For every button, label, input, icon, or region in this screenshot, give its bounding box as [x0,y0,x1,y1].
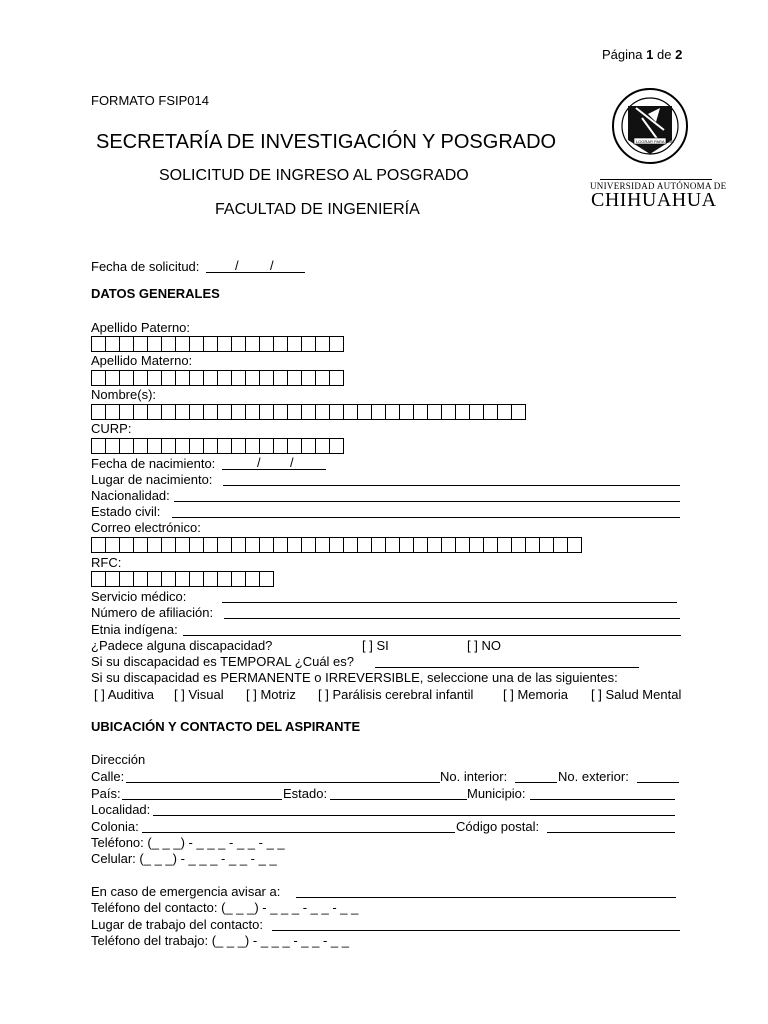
character-box[interactable] [105,537,120,553]
character-box[interactable] [497,404,512,420]
character-box[interactable] [175,438,190,454]
telefono-trabajo-field[interactable]: Teléfono del trabajo: (_ _ _) - _ _ _ - _ _ - _ _ [91,933,349,948]
character-box[interactable] [91,404,106,420]
character-box[interactable] [371,537,386,553]
character-box[interactable] [161,404,176,420]
character-box[interactable] [217,438,232,454]
character-box[interactable] [91,571,106,587]
character-box[interactable] [399,537,414,553]
logo-underline [600,179,712,180]
university-seal-logo [612,78,688,174]
character-box[interactable] [315,336,330,352]
apellido-materno-boxes[interactable] [91,370,343,386]
lugar-nacimiento-field[interactable] [223,485,680,486]
character-box[interactable] [231,438,246,454]
telefono-field[interactable]: Teléfono: (_ _ _) - _ _ _ - _ _ - _ _ [91,835,285,850]
correo-label: Correo electrónico: [91,520,201,535]
emergencia-label: En caso de emergencia avisar a: [91,884,281,899]
character-box[interactable] [119,537,134,553]
character-box[interactable] [497,537,512,553]
character-box[interactable] [287,336,302,352]
character-box[interactable] [455,537,470,553]
character-box[interactable] [105,571,120,587]
character-box[interactable] [273,438,288,454]
character-box[interactable] [133,370,148,386]
character-box[interactable] [469,404,484,420]
character-box[interactable] [203,571,218,587]
estado-civil-field[interactable] [172,517,680,518]
character-box[interactable] [203,537,218,553]
numero-afiliacion-label: Número de afiliación: [91,605,214,620]
character-box[interactable] [259,571,274,587]
character-box[interactable] [147,571,162,587]
character-box[interactable] [413,404,428,420]
character-box[interactable] [105,370,120,386]
character-box[interactable] [483,537,498,553]
character-box[interactable] [217,336,232,352]
character-box[interactable] [301,336,316,352]
servicio-medico-field[interactable] [222,602,677,603]
fecha-solicitud-sep1: / [235,258,239,273]
discapacidad-option-paralisis[interactable]: [ ] Parálisis cerebral infantil [318,687,474,702]
nacionalidad-label: Nacionalidad: [91,488,170,503]
character-box[interactable] [217,537,232,553]
no-exterior-field[interactable] [637,782,679,783]
character-box[interactable] [427,537,442,553]
estado-field[interactable] [330,799,467,800]
character-box[interactable] [301,404,316,420]
character-box[interactable] [287,438,302,454]
rfc-boxes[interactable] [91,571,273,587]
character-box[interactable] [119,438,134,454]
character-box[interactable] [231,404,246,420]
direccion-label: Dirección [91,752,146,767]
character-box[interactable] [91,336,106,352]
character-box[interactable] [161,537,176,553]
discapacidad-option-memoria[interactable]: [ ] Memoria [503,687,569,702]
localidad-label: Localidad: [91,802,151,817]
calle-field[interactable] [126,782,440,783]
character-box[interactable] [441,404,456,420]
character-box[interactable] [175,404,190,420]
character-box[interactable] [231,370,246,386]
character-box[interactable] [343,404,358,420]
character-box[interactable] [189,370,204,386]
rfc-label: RFC: [91,555,122,570]
lugar-nacimiento-label: Lugar de nacimiento: [91,472,213,487]
character-box[interactable] [329,438,344,454]
character-box[interactable] [567,537,582,553]
pais-label: País: [91,786,121,801]
character-box[interactable] [147,370,162,386]
character-box[interactable] [189,404,204,420]
character-box[interactable] [329,370,344,386]
logo-university-line2: CHIHUAHUA [591,189,717,211]
character-box[interactable] [329,537,344,553]
estado-civil-label: Estado civil: [91,504,161,519]
lugar-trabajo-field[interactable] [272,930,680,931]
telefono-contacto-field[interactable]: Teléfono del contacto: (_ _ _) - _ _ _ - _ _ - _ _ [91,900,359,915]
character-box[interactable] [525,537,540,553]
discapacidad-permanente-label: Si su discapacidad es PERMANENTE o IRREVERSIBLE, seleccione una de las siguientes: [91,670,618,685]
character-box[interactable] [245,404,260,420]
correo-boxes[interactable] [91,537,581,553]
character-box[interactable] [259,438,274,454]
character-box[interactable] [287,370,302,386]
character-box[interactable] [273,404,288,420]
character-box[interactable] [147,336,162,352]
colonia-field[interactable] [142,832,455,833]
character-box[interactable] [259,404,274,420]
character-box[interactable] [105,438,120,454]
lugar-trabajo-label: Lugar de trabajo del contacto: [91,917,264,932]
character-box[interactable] [189,537,204,553]
character-box[interactable] [511,404,526,420]
curp-label: CURP: [91,421,132,436]
character-box[interactable] [217,370,232,386]
character-box[interactable] [231,571,246,587]
numero-afiliacion-field[interactable] [224,618,680,619]
municipio-field[interactable] [530,799,675,800]
character-box[interactable] [553,537,568,553]
character-box[interactable] [357,404,372,420]
character-box[interactable] [511,537,526,553]
etnia-label: Etnia indígena: [91,622,178,637]
character-box[interactable] [245,438,260,454]
logo-motto: LOGRAR PARA DAR [636,139,674,144]
character-box[interactable] [371,404,386,420]
apellido-paterno-label: Apellido Paterno: [91,320,191,335]
character-box[interactable] [245,537,260,553]
discapacidad-option-salud-mental[interactable]: [ ] Salud Mental [591,687,682,702]
faculty-name: FACULTAD DE INGENIERÍA [215,201,420,218]
character-box[interactable] [175,537,190,553]
calle-label: Calle: [91,769,125,784]
fecha-solicitud-sep2: / [270,258,274,273]
no-interior-field[interactable] [515,782,557,783]
character-box[interactable] [259,370,274,386]
character-box[interactable] [133,537,148,553]
character-box[interactable] [245,336,260,352]
character-box[interactable] [161,336,176,352]
character-box[interactable] [119,571,134,587]
character-box[interactable] [189,336,204,352]
localidad-field[interactable] [153,815,675,816]
discapacidad-no-checkbox[interactable]: [ ] NO [467,638,501,653]
fecha-solicitud-label: Fecha de solicitud: [91,259,200,274]
discapacidad-temporal-field[interactable] [375,667,639,668]
character-box[interactable] [483,404,498,420]
discapacidad-option-visual[interactable]: [ ] Visual [174,687,224,702]
character-box[interactable] [287,537,302,553]
character-box[interactable] [231,537,246,553]
character-box[interactable] [273,537,288,553]
discapacidad-option-motriz[interactable]: [ ] Motriz [246,687,296,702]
apellido-paterno-boxes[interactable] [91,336,343,352]
character-box[interactable] [105,336,120,352]
section-ubicacion: UBICACIÓN Y CONTACTO DEL ASPIRANTE [91,719,361,734]
character-box[interactable] [175,336,190,352]
fecha-nacimiento-label: Fecha de nacimiento: [91,456,216,471]
character-box[interactable] [399,404,414,420]
character-box[interactable] [175,370,190,386]
character-box[interactable] [203,404,218,420]
pais-field[interactable] [122,799,282,800]
discapacidad-option-auditiva[interactable]: [ ] Auditiva [94,687,154,702]
character-box[interactable] [133,336,148,352]
character-box[interactable] [259,336,274,352]
codigo-postal-field[interactable] [547,832,675,833]
fecha-solicitud-field[interactable] [206,272,305,273]
character-box[interactable] [147,404,162,420]
character-box[interactable] [133,404,148,420]
discapacidad-si-checkbox[interactable]: [ ] SI [362,638,389,653]
character-box[interactable] [539,537,554,553]
nacionalidad-field[interactable] [174,501,680,502]
document-title: SECRETARÍA DE INVESTIGACIÓN Y POSGRADO [96,131,557,153]
character-box[interactable] [231,336,246,352]
section-datos-generales: DATOS GENERALES [91,286,220,301]
character-box[interactable] [203,370,218,386]
character-box[interactable] [119,370,134,386]
logo-university-line1: UNIVERSIDAD AUTÓNOMA DE [590,181,727,191]
character-box[interactable] [315,537,330,553]
character-box[interactable] [315,438,330,454]
character-box[interactable] [91,537,106,553]
character-box[interactable] [189,438,204,454]
etnia-field[interactable] [183,635,681,636]
character-box[interactable] [301,537,316,553]
discapacidad-temporal-label: Si su discapacidad es TEMPORAL ¿Cuál es? [91,654,355,669]
servicio-medico-label: Servicio médico: [91,589,187,604]
curp-boxes[interactable] [91,438,343,454]
municipio-label: Municipio: [467,786,526,801]
character-box[interactable] [329,336,344,352]
no-exterior-label: No. exterior: [558,769,629,784]
character-box[interactable] [357,537,372,553]
character-box[interactable] [91,438,106,454]
emergencia-field[interactable] [296,897,676,898]
character-box[interactable] [203,438,218,454]
character-box[interactable] [469,537,484,553]
character-box[interactable] [385,404,400,420]
nombres-label: Nombre(s): [91,387,157,402]
character-box[interactable] [133,571,148,587]
character-box[interactable] [175,571,190,587]
character-box[interactable] [105,404,120,420]
character-box[interactable] [91,370,106,386]
fecha-nacimiento-sep1: / [257,455,261,470]
fecha-nacimiento-field[interactable] [222,469,326,470]
codigo-postal-label: Código postal: [456,819,540,834]
estado-label: Estado: [283,786,328,801]
character-box[interactable] [203,336,218,352]
character-box[interactable] [301,370,316,386]
document-subtitle: SOLICITUD DE INGRESO AL POSGRADO [159,167,469,184]
character-box[interactable] [315,370,330,386]
character-box[interactable] [315,404,330,420]
character-box[interactable] [217,571,232,587]
character-box[interactable] [259,537,274,553]
character-box[interactable] [147,537,162,553]
character-box[interactable] [287,404,302,420]
colonia-label: Colonia: [91,819,139,834]
discapacidad-question: ¿Padece alguna discapacidad? [91,638,273,653]
character-box[interactable] [245,571,260,587]
character-box[interactable] [343,537,358,553]
character-box[interactable] [273,370,288,386]
format-code: FORMATO FSIP014 [91,93,209,108]
page-indicator: Página 1 de 2 [602,47,683,62]
character-box[interactable] [301,438,316,454]
character-box[interactable] [329,404,344,420]
character-box[interactable] [427,404,442,420]
character-box[interactable] [133,438,148,454]
character-box[interactable] [161,438,176,454]
character-box[interactable] [455,404,470,420]
character-box[interactable] [413,537,428,553]
character-box[interactable] [147,438,162,454]
fecha-nacimiento-sep2: / [290,455,294,470]
celular-field[interactable]: Celular: (_ _ _) - _ _ _ - _ _ - _ _ [91,851,277,866]
character-box[interactable] [119,336,134,352]
character-box[interactable] [217,404,232,420]
character-box[interactable] [385,537,400,553]
character-box[interactable] [441,537,456,553]
nombres-boxes[interactable] [91,404,525,420]
character-box[interactable] [245,370,260,386]
character-box[interactable] [189,571,204,587]
character-box[interactable] [119,404,134,420]
character-box[interactable] [161,370,176,386]
apellido-materno-label: Apellido Materno: [91,353,193,368]
no-interior-label: No. interior: [440,769,508,784]
character-box[interactable] [161,571,176,587]
character-box[interactable] [273,336,288,352]
